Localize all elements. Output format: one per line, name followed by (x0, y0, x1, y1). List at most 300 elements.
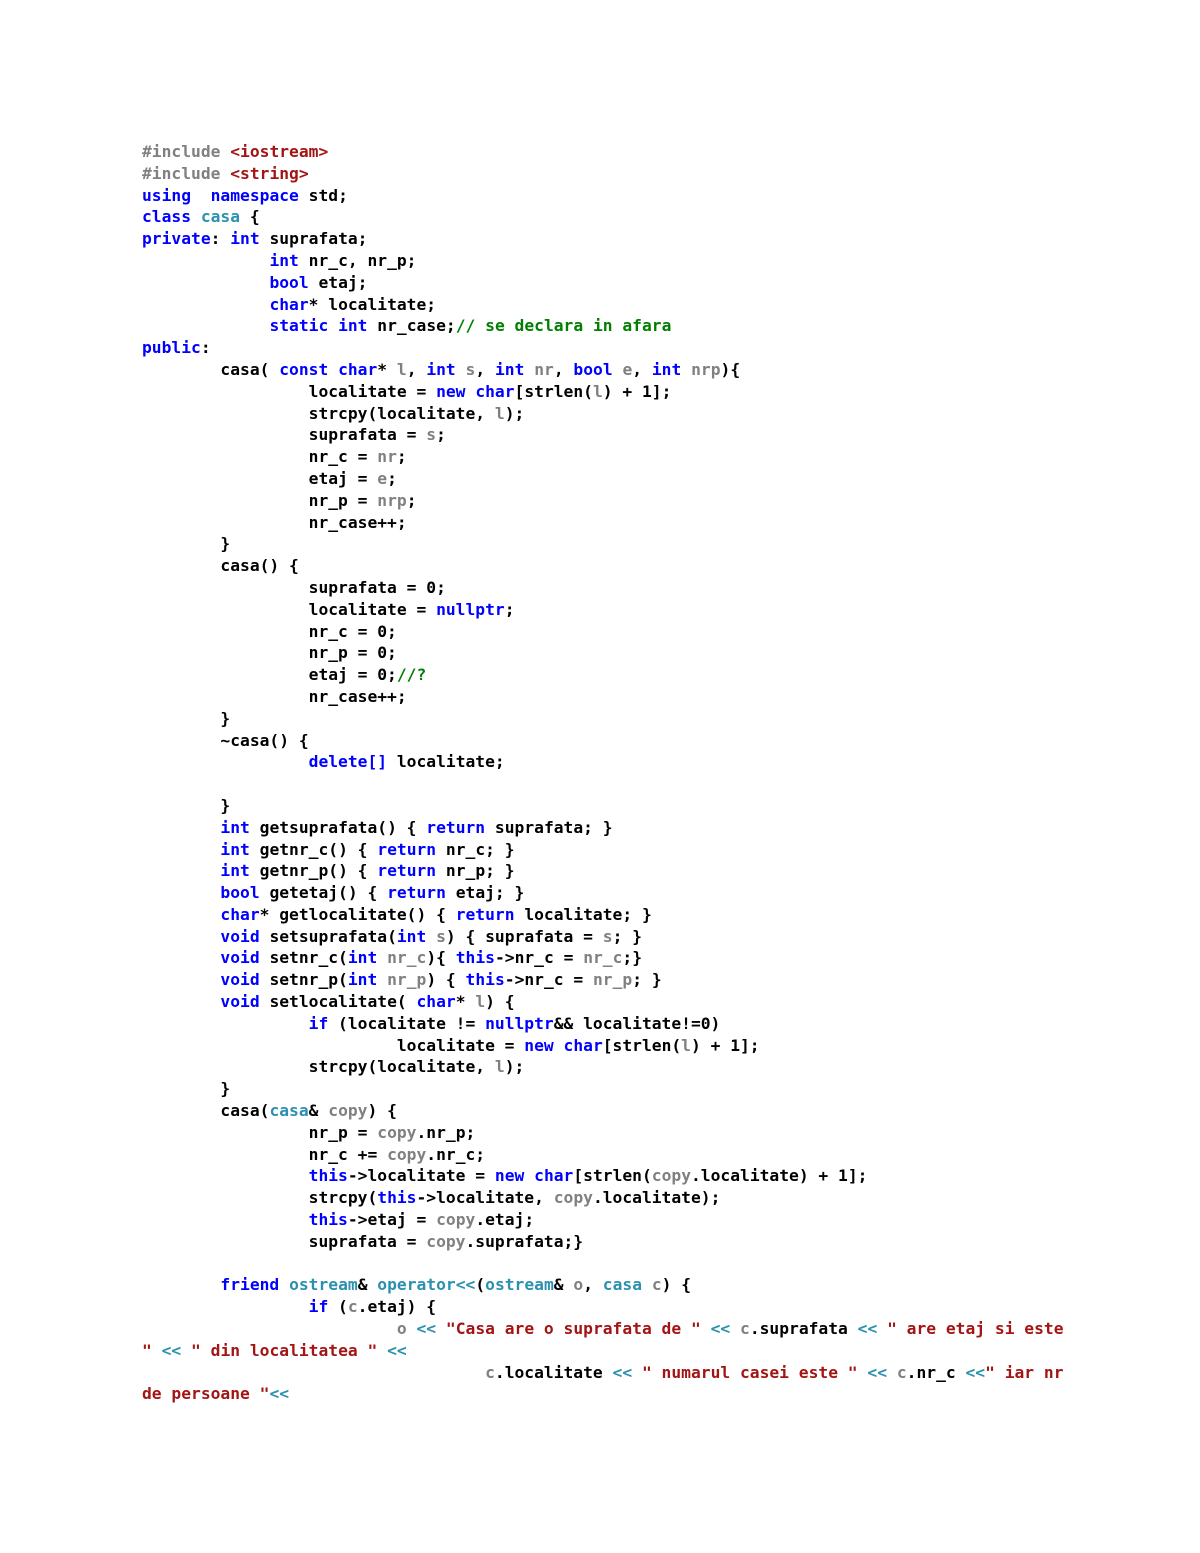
code-token: l (494, 1057, 505, 1077)
code-token: void (220, 926, 260, 946)
code-token: return (455, 904, 515, 924)
code-line (142, 206, 1142, 228)
code-line (142, 1100, 1142, 1122)
code-line (142, 468, 1142, 490)
code-line (142, 1209, 1142, 1231)
code-token (142, 316, 269, 335)
code-token (181, 1341, 191, 1360)
code-token (142, 818, 220, 837)
code-token: (localitate != (328, 1013, 486, 1033)
code-token: << (965, 1362, 986, 1382)
code-token: suprafata = (142, 425, 427, 445)
code-token: static (269, 316, 329, 336)
code-token: localitate; (387, 752, 505, 772)
code-line (142, 555, 1142, 577)
code-token: copy (553, 1188, 593, 1208)
code-line (142, 424, 1142, 446)
code-token: localitate = (142, 599, 437, 619)
code-token: etaj = 0; (142, 665, 397, 685)
code-token: nr_p; } (436, 861, 515, 881)
code-token: s (426, 425, 437, 445)
code-token: " numarul casei este " (641, 1362, 858, 1382)
code-token: nr_case++; (142, 512, 407, 532)
code-line (142, 839, 1142, 861)
code-token: ; (387, 468, 397, 488)
code-line (142, 751, 1142, 773)
code-token: friend (220, 1275, 280, 1295)
code-token: ( (475, 1275, 486, 1295)
code-token: .localitate); (592, 1188, 721, 1208)
code-token: localitate; } (514, 904, 652, 924)
code-token: localitate = (142, 381, 437, 401)
code-token: nr_p = 0; (142, 643, 397, 663)
code-line (142, 359, 1142, 381)
code-token (142, 295, 269, 314)
code-token: ; (436, 425, 446, 445)
code-token: new (524, 1035, 554, 1055)
code-token: int (651, 359, 682, 379)
code-token (142, 1014, 309, 1033)
code-line (142, 1296, 1142, 1318)
code-token (887, 1363, 897, 1382)
code-token: bool (220, 883, 260, 903)
code-token: ; (504, 599, 515, 619)
code-token: l (494, 403, 505, 423)
code-token: ) { (485, 992, 515, 1012)
code-token: .etaj) { (357, 1297, 437, 1317)
code-line (142, 272, 1142, 294)
code-token: ->localitate = (347, 1166, 495, 1186)
code-token: { (240, 207, 260, 227)
code-token: #include (142, 142, 231, 161)
code-token: .localitate) + 1]; (691, 1166, 868, 1186)
code-token (279, 1275, 289, 1294)
code-line (142, 1144, 1142, 1166)
code-token: .nr_c; (426, 1144, 486, 1164)
code-line (142, 708, 1142, 730)
code-token: setsuprafata( (259, 926, 397, 946)
code-token: " (142, 1340, 152, 1360)
code-token: } (142, 795, 231, 815)
code-token: int (494, 359, 525, 379)
code-token (142, 1319, 397, 1338)
code-token: copy (651, 1166, 691, 1186)
code-token: : (210, 229, 231, 249)
code-token: ;} (622, 948, 643, 968)
code-line (142, 1187, 1142, 1209)
code-token: * (377, 359, 397, 379)
code-token: : (200, 338, 211, 358)
code-token: strcpy(localitate, (142, 403, 495, 423)
code-token: casa( (142, 1101, 270, 1121)
code-line (142, 773, 1142, 795)
code-token: .etaj; (475, 1210, 535, 1230)
code-line (142, 490, 1142, 512)
code-token: int (347, 948, 378, 968)
code-token: char (534, 1166, 574, 1186)
code-token (466, 382, 476, 401)
code-token (701, 1319, 711, 1338)
code-token: this (455, 948, 495, 968)
code-token: ) + 1]; (690, 1035, 760, 1055)
code-token: localitate = (142, 1035, 525, 1055)
code-token (142, 774, 152, 793)
code-token: nr_p (387, 970, 427, 990)
code-token: return (377, 861, 437, 881)
code-token: nr_c += (142, 1144, 388, 1164)
code-token (681, 360, 691, 379)
code-token: <iostream> (230, 142, 329, 161)
code-token: ) { suprafata = (445, 926, 603, 946)
code-token: << (857, 1319, 878, 1339)
code-token: c (347, 1297, 358, 1317)
code-token: [strlen( (514, 381, 593, 401)
code-token: casa( (142, 359, 280, 379)
code-token (142, 992, 220, 1011)
code-token: getnr_p() { (249, 861, 378, 881)
code-token: setnr_p( (259, 970, 348, 990)
code-token: casa() { (142, 556, 299, 576)
code-token: l (681, 1035, 691, 1055)
code-token: && localitate!=0) (553, 1013, 721, 1033)
code-token: nr_c (387, 948, 427, 968)
code-token: setnr_c( (259, 948, 348, 968)
code-line (142, 795, 1142, 817)
code-token: * (455, 992, 476, 1012)
code-token: char (220, 904, 260, 924)
code-token: ; (406, 490, 417, 510)
code-line (142, 381, 1142, 403)
code-token: int (338, 316, 368, 336)
code-line (142, 228, 1142, 250)
code-line (142, 926, 1142, 948)
code-token: [strlen( (602, 1035, 682, 1055)
code-token: ( (328, 1297, 348, 1317)
code-line (142, 860, 1142, 882)
code-token: .suprafata (749, 1319, 858, 1339)
code-token: "Casa are o suprafata de " (445, 1319, 701, 1339)
code-token (456, 360, 466, 379)
code-token (142, 1363, 485, 1382)
code-token: casa (200, 207, 241, 227)
code-line (142, 512, 1142, 534)
code-token: nr_p (593, 970, 633, 990)
code-line (142, 730, 1142, 752)
code-line (142, 642, 1142, 664)
code-token: copy (436, 1210, 476, 1230)
code-token: if (308, 1297, 329, 1317)
code-token: getnr_c() { (249, 839, 378, 859)
code-token (426, 927, 436, 946)
code-line (142, 141, 1142, 163)
code-token: int (426, 359, 456, 379)
code-line (142, 1362, 1142, 1384)
code-token: using (142, 185, 192, 205)
code-token (142, 840, 220, 859)
code-token: getetaj() { (259, 883, 388, 903)
code-token: nr_c = (142, 447, 378, 467)
code-token: & (308, 1101, 329, 1121)
code-token (142, 752, 309, 771)
code-token: new (494, 1166, 525, 1186)
code-line (142, 1056, 1142, 1078)
code-token: etaj; } (445, 883, 525, 903)
code-token: char (269, 294, 309, 314)
code-token: std; (298, 185, 348, 205)
code-token (142, 251, 269, 270)
code-line (142, 599, 1142, 621)
code-token: .nr_c (906, 1362, 966, 1382)
code-line (142, 446, 1142, 468)
code-token: l (475, 992, 486, 1012)
code-token: " are etaj si este (887, 1319, 1064, 1339)
code-token: private (142, 229, 211, 249)
code-token: ostream (485, 1275, 554, 1295)
code-token: [] (367, 752, 388, 772)
code-token: nr_c; } (436, 839, 515, 859)
code-token: this (308, 1166, 348, 1186)
code-token: e (622, 359, 633, 379)
code-token: nr_c (583, 948, 623, 968)
code-line (142, 686, 1142, 708)
code-token: bool (573, 359, 613, 379)
code-token (142, 905, 220, 924)
code-token (142, 883, 220, 902)
code-token: suprafata = (142, 1231, 427, 1251)
code-token (328, 360, 338, 379)
code-token: nullptr (436, 599, 505, 619)
code-token: s (465, 359, 476, 379)
code-line (142, 1035, 1142, 1057)
code-token: s (602, 926, 613, 946)
code-token: if (308, 1013, 329, 1033)
code-token: ->nr_c = (494, 948, 584, 968)
code-token: etaj; (308, 272, 368, 292)
code-token: etaj = (142, 468, 378, 488)
code-token (152, 1341, 162, 1360)
code-token: ); (504, 403, 525, 423)
code-token: int (230, 229, 260, 249)
code-listing (142, 141, 1142, 1405)
code-token: // se declara in afara (455, 316, 672, 336)
code-line (142, 969, 1142, 991)
code-token: ) { (367, 1101, 397, 1121)
code-token (328, 316, 338, 335)
code-token: [strlen( (573, 1166, 652, 1186)
code-token: & (357, 1275, 378, 1295)
code-line (142, 621, 1142, 643)
code-token: copy (377, 1122, 417, 1142)
code-token: ->localitate, (416, 1188, 554, 1208)
code-token: nullptr (485, 1013, 554, 1033)
code-token (142, 1210, 309, 1229)
code-token: ; (396, 447, 407, 467)
code-line (142, 1122, 1142, 1144)
code-token: void (220, 948, 260, 968)
code-line (142, 817, 1142, 839)
code-token (524, 1166, 534, 1185)
code-token: c (485, 1362, 495, 1382)
code-token: * getlocalitate() { (259, 904, 456, 924)
code-line (142, 337, 1142, 359)
code-token: nr (534, 359, 554, 379)
code-token: suprafata = 0; (142, 577, 446, 597)
code-token (377, 970, 387, 989)
code-token (191, 207, 201, 226)
code-token: int (220, 839, 250, 859)
code-token: << (387, 1340, 407, 1360)
code-token: nrp (691, 359, 721, 379)
code-line (142, 163, 1142, 185)
code-token (142, 970, 220, 989)
code-token: return (377, 839, 437, 859)
code-token: de persoane " (142, 1384, 270, 1404)
code-line (142, 294, 1142, 316)
code-token: new (436, 381, 466, 401)
code-token: setlocalitate( (259, 992, 417, 1012)
code-line (142, 1318, 1142, 1340)
code-token: , (583, 1275, 603, 1295)
code-token: return (426, 817, 486, 837)
code-token: bool (269, 272, 309, 292)
code-token: ~casa() { (142, 730, 309, 750)
code-token: delete (308, 752, 368, 772)
code-token: ) { (426, 970, 466, 990)
code-token (642, 1275, 652, 1294)
code-token (632, 1363, 642, 1382)
code-token: , (406, 359, 427, 379)
code-token: ->etaj = (347, 1210, 437, 1230)
code-token: , (475, 359, 495, 379)
code-token: ; } (612, 926, 642, 946)
code-line (142, 403, 1142, 425)
code-token: //? (396, 665, 427, 685)
code-token: ) { (661, 1275, 692, 1295)
code-token: copy (328, 1101, 368, 1121)
code-token: this (465, 970, 505, 990)
code-token: this (308, 1210, 348, 1230)
code-line (142, 315, 1142, 337)
code-token: nr_case; (367, 316, 456, 336)
code-line (142, 664, 1142, 686)
code-token: nr_case++; (142, 686, 407, 706)
code-token (142, 948, 220, 967)
code-token: suprafata; (259, 229, 368, 249)
code-token: .nr_p; (416, 1122, 476, 1142)
code-token: void (220, 992, 260, 1012)
code-token: , (553, 359, 574, 379)
code-token: casa (602, 1275, 643, 1295)
code-token (142, 927, 220, 946)
code-token: #include (142, 163, 231, 183)
code-token: nr_p = (142, 1122, 378, 1142)
code-token: << (161, 1340, 182, 1360)
code-token: return (387, 883, 446, 903)
code-token: char (338, 359, 378, 379)
code-token: l (396, 359, 407, 379)
code-token (858, 1363, 868, 1382)
code-token: " din localitatea " (191, 1340, 378, 1360)
code-token (730, 1319, 740, 1338)
code-token: ){ (426, 948, 456, 968)
code-token: .suprafata;} (465, 1231, 584, 1251)
code-line (142, 1274, 1142, 1296)
code-token (377, 948, 387, 967)
code-token: } (142, 534, 231, 554)
code-token: suprafata; } (485, 817, 613, 837)
code-line (142, 1231, 1142, 1253)
code-line (142, 1340, 1142, 1362)
code-token: public (142, 338, 201, 358)
code-token: int (347, 970, 378, 990)
code-token: getsuprafata() { (249, 817, 427, 837)
code-token: int (396, 926, 427, 946)
code-token (142, 1297, 309, 1316)
code-line (142, 1383, 1142, 1405)
code-token: nr (377, 447, 397, 467)
code-token: const (279, 359, 329, 379)
code-token: << (269, 1384, 290, 1404)
code-token (142, 273, 269, 292)
code-token: c (651, 1275, 662, 1295)
code-token: o (396, 1319, 407, 1339)
code-token: this (377, 1188, 417, 1208)
code-token: <string> (230, 163, 309, 183)
code-line (142, 185, 1142, 207)
code-line (142, 1165, 1142, 1187)
code-token: << (710, 1319, 731, 1339)
code-token (142, 861, 220, 880)
code-token: nr_c = 0; (142, 621, 397, 641)
code-token: ) + 1]; (602, 381, 672, 401)
code-token (524, 360, 534, 379)
code-token: strcpy(localitate, (142, 1057, 495, 1077)
code-token: s (436, 926, 446, 946)
code-token (436, 1319, 446, 1338)
code-line (142, 904, 1142, 926)
code-line (142, 991, 1142, 1013)
code-token (407, 1319, 417, 1338)
code-token: ; } (632, 970, 662, 990)
code-token: ->nr_c = (504, 970, 593, 990)
code-line (142, 250, 1142, 272)
code-token (142, 1166, 309, 1185)
code-token: void (220, 970, 260, 990)
code-token: strcpy( (142, 1188, 378, 1208)
code-token: char (563, 1035, 603, 1055)
code-token: copy (387, 1144, 427, 1164)
code-token: namespace (210, 185, 299, 205)
code-token: c (896, 1362, 907, 1382)
code-line (142, 1013, 1142, 1035)
code-token: .localitate (494, 1362, 613, 1382)
code-token: nr_p = (142, 490, 378, 510)
code-token: nrp (377, 490, 407, 510)
code-line (142, 577, 1142, 599)
code-token: , (632, 359, 652, 379)
code-token: char (475, 381, 515, 401)
code-token: } (142, 708, 231, 728)
code-token: int (220, 817, 250, 837)
code-token: char (416, 992, 456, 1012)
code-line (142, 533, 1142, 555)
code-token (191, 186, 211, 205)
code-token: copy (426, 1231, 466, 1251)
code-token: << (612, 1362, 633, 1382)
code-token: operator<< (377, 1275, 476, 1295)
code-token: int (220, 861, 250, 881)
code-token: ){ (720, 359, 741, 379)
